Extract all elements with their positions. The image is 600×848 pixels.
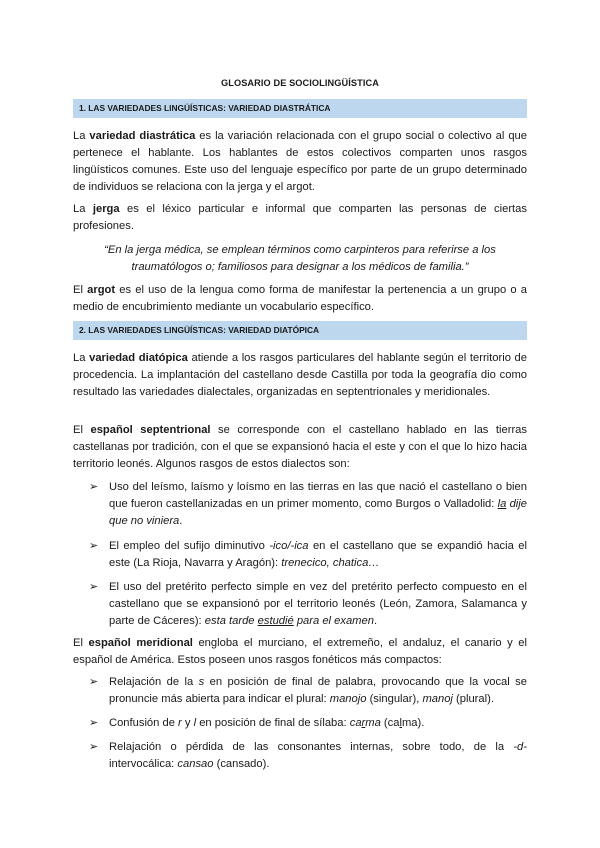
paragraph-jerga: La jerga es el léxico particular e informal que comparten las personas de ciertas profesiones. — [73, 203, 527, 232]
paragraph-variedad-diatopica: La variedad diatópica atiende a los rasgos particulares del hablante según el territorio de procedencia. La implantación del castellano desde Castilla por toda la geografía dio como resultado las variedades dialectales, organizadas en septentrionales y meridionales. — [73, 352, 527, 398]
list-item: ➢ Uso del leísmo, laísmo y loísmo en las tierras en las que nació el castellano o bien que fueron castellanizadas en un primer momento, como Burgos o Valladolid: la dije que no viniera. — [89, 481, 527, 527]
list-item: ➢ Relajación de la s en posición de final de palabra, provocando que la vocal se pronuncie más abierta para indicar el plural: manojo (singular), manoj (plural). — [89, 676, 527, 705]
list-item: ➢ Relajación o pérdida de las consonantes internas, sobre todo, de la -d- intervocálica: cansao (cansado). — [89, 741, 527, 770]
arrow-bullet-icon: ➢ — [89, 717, 99, 729]
arrow-bullet-icon: ➢ — [89, 676, 99, 688]
term-jerga: jerga — [92, 203, 120, 215]
term-variedad-diatopica: variedad diatópica — [89, 352, 188, 364]
paragraph-espanol-septentrional: El español septentrional se corresponde con el castellano hablado en las tierras castellanas por tradición, con el que se expansionó hacia el este y con el que lo hizo hacia territorio leonés. Algunos rasgos de estos dialectos son: — [73, 424, 528, 470]
section-heading-diastratica: 1. LAS VARIEDADES LINGÜÍSTICAS: VARIEDAD DIASTRÁTICA — [73, 99, 527, 118]
paragraph-variedad-diastratica: La variedad diastrática es la variación relacionada con el grupo social o colectivo al que pertenece el hablante. Los hablantes de estos colectivos comparten unos rasgos lingüísticos comunes. Este uso del lenguaje específico por parte de un grupo determinado de individuos se relaciona con la jerga y el argot. — [73, 130, 527, 193]
paragraph-argot: El argot es el uso de la lengua como forma de manifestar la pertenencia a un grupo o a medio de encubrimiento mediante un vocabulario específico. — [73, 284, 528, 313]
term-variedad-diastratica: variedad diastrática — [89, 130, 196, 142]
term-espanol-meridional: español meridional — [88, 637, 193, 649]
term-espanol-septentrional: español septentrional — [90, 424, 211, 436]
arrow-bullet-icon: ➢ — [89, 741, 99, 753]
list-item: ➢ El empleo del sufijo diminutivo -ico/-ica en el castellano que se expandió hacia el este (La Rioja, Navarra y Aragón): trenecico, chatica… — [89, 540, 527, 569]
paragraph-espanol-meridional: El español meridional engloba el murciano, el extremeño, el andaluz, el canario y el español de América. Estos poseen unos rasgos fonéticos más compactos: — [73, 637, 527, 666]
list-item: ➢ Confusión de r y l en posición de final de sílaba: carma (calma). — [73, 715, 527, 732]
arrow-bullet-icon: ➢ — [89, 540, 99, 552]
quote-jerga-medica: “En la jerga médica, se emplean términos como carpinteros para referirse a los traumatólogos o; familiosos para designar a los médicos de familia.” — [104, 244, 496, 273]
document-title: GLOSARIO DE SOCIOLINGÜÍSTICA — [221, 78, 379, 88]
arrow-bullet-icon: ➢ — [89, 481, 99, 493]
list-item: ➢ El uso del pretérito perfecto simple en vez del pretérito perfecto compuesto en el castellano que se expansionó por el territorio leonés (León, Zamora, Salamanca y parte de Cáceres): esta tarde estudié para el examen. — [89, 581, 527, 627]
term-argot: argot — [87, 284, 116, 296]
arrow-bullet-icon: ➢ — [89, 581, 99, 593]
section-heading-diatopica: 2. LAS VARIEDADES LINGÜÍSTICAS: VARIEDAD DIATÓPICA — [73, 321, 527, 340]
